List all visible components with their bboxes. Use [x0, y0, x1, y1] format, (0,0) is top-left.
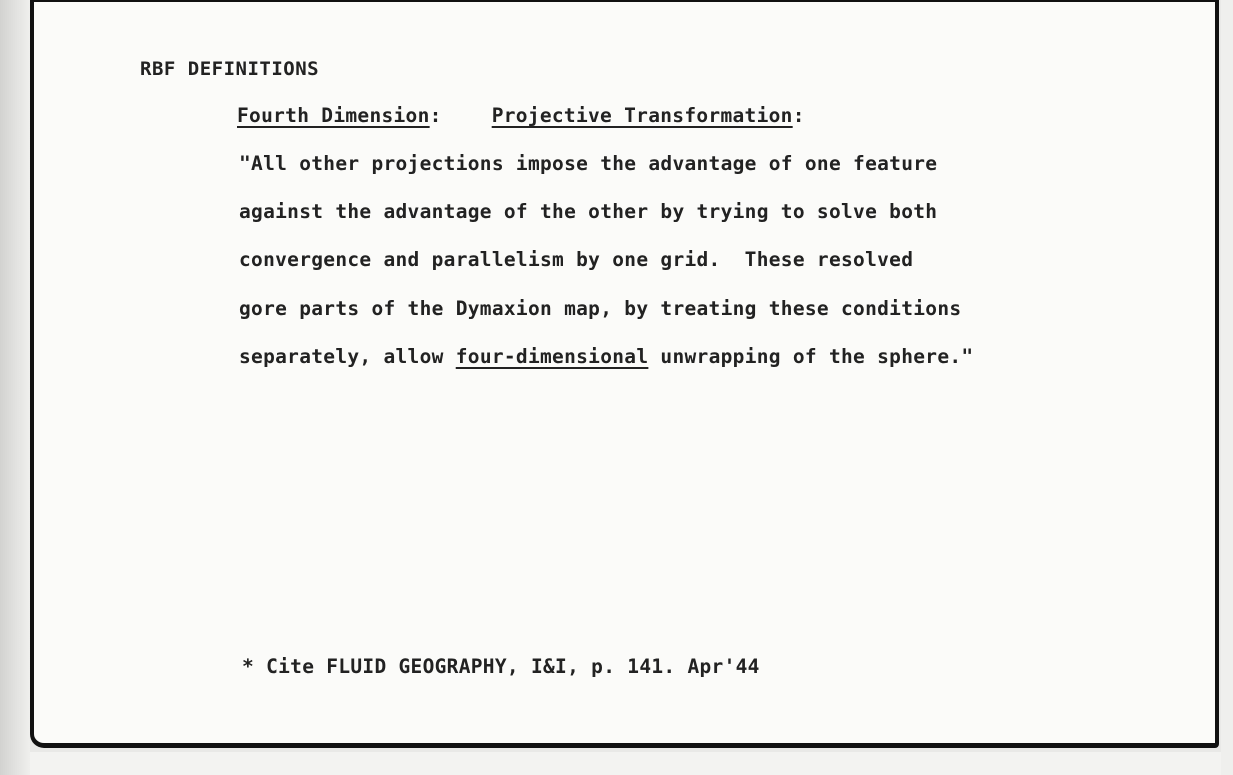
scan-margin-right	[1221, 0, 1233, 775]
term-separator: :	[429, 104, 442, 127]
quote-line: convergence and parallelism by one grid. These resolved	[239, 248, 914, 271]
term-fourth-dimension: Fourth Dimension	[237, 104, 430, 127]
quote-text: separately, allow	[239, 345, 456, 368]
card-heading: RBF DEFINITIONS	[140, 58, 320, 80]
quote-line: against the advantage of the other by trying to solve both	[239, 200, 938, 223]
quote-line	[239, 345, 973, 368]
quote-line: gore parts of the Dymaxion map, by treating these conditions	[239, 297, 962, 320]
term-projective-transformation: Projective Transformation	[491, 104, 793, 127]
citation: * Cite FLUID GEOGRAPHY, I&I, p. 141. Apr'44	[242, 655, 760, 678]
underlined-phrase: four-dimensional	[455, 345, 649, 368]
term-headings	[237, 104, 805, 127]
scan-margin-bottom	[30, 752, 1221, 775]
quote-text: unwrapping of the sphere."	[648, 345, 974, 368]
quote-line: "All other projections impose the advantage of one feature	[239, 152, 938, 175]
term-separator: :	[792, 104, 805, 127]
scan-margin-left	[0, 0, 30, 775]
